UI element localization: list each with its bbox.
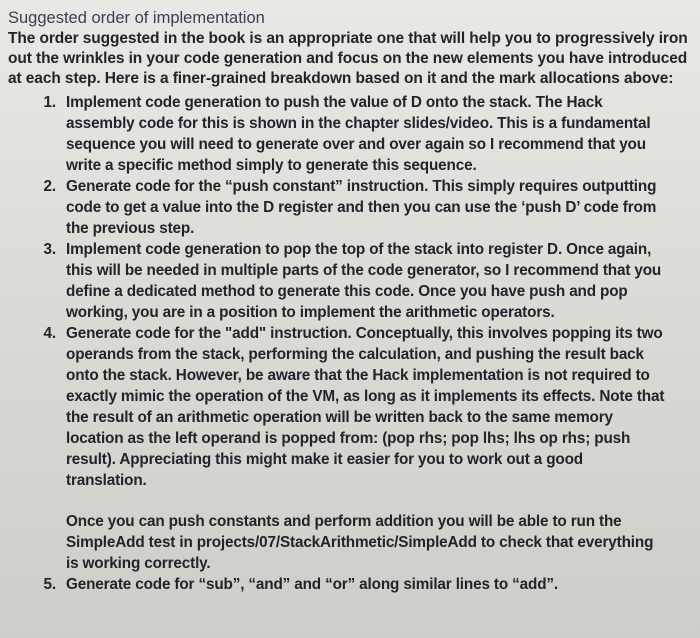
step-number: 3. — [43, 241, 56, 258]
implementation-steps-list — [8, 92, 690, 595]
step-text: Generate code for “sub”, “and” and “or” along similar lines to “add”. — [66, 576, 558, 593]
step-number: 5. — [43, 576, 56, 593]
step-text: Implement code generation to push the value of D onto the stack. The Hack assembly code for this is shown in the chapter slides/video. This is a fundamental sequence you will need to generate over and over again so I recommend that you write a specific method simply to generate this sequence. — [66, 94, 651, 174]
step-number: 2. — [43, 178, 56, 195]
list-item — [8, 574, 690, 595]
list-item — [8, 176, 690, 239]
list-item — [8, 92, 690, 176]
step-text: Generate code for the “push constant” instruction. This simply requires outputting code to get a value into the D register and then you can use the ‘push D’ code from the previous step. — [66, 178, 657, 237]
step-text: Generate code for the "add" instruction. Conceptually, this involves popping its two operands from the stack, performing the calculation, and pushing the result back onto the stack. However, be aware that the Hack implementation is not required to exactly mimic the operation of the VM, as long as it implements its effects. Note that the result of an arithmetic operation will be written back to the same memory location as the left operand is popped from: (pop rhs; pop lhs; lhs op rhs; push result). Appreciating this might make it easier for you to work out a good translation. — [66, 325, 665, 489]
list-item — [8, 239, 690, 323]
section-heading: Suggested order of implementation — [8, 9, 265, 27]
step-number: 4. — [43, 325, 56, 342]
step-number: 1. — [43, 94, 56, 111]
intro-paragraph: The order suggested in the book is an appropriate one that will help you to progressively iron out the wrinkles in your code generation and focus on the new elements you have introduced at each step. Here is a finer-grained breakdown based on it and the mark allocations above: — [8, 30, 688, 87]
step-note: Once you can push constants and perform addition you will be able to run the SimpleAdd test in projects/07/StackArithmetic/SimpleAdd to check that everything is working correctly. — [66, 513, 654, 572]
step-text: Implement code generation to pop the top of the stack into register D. Once again, this will be needed in multiple parts of the code generator, so I recommend that you define a dedicated method to generate this code. Once you have push and pop working, you are in a position to implement the arithmetic operators. — [66, 241, 662, 321]
list-item — [8, 323, 690, 574]
